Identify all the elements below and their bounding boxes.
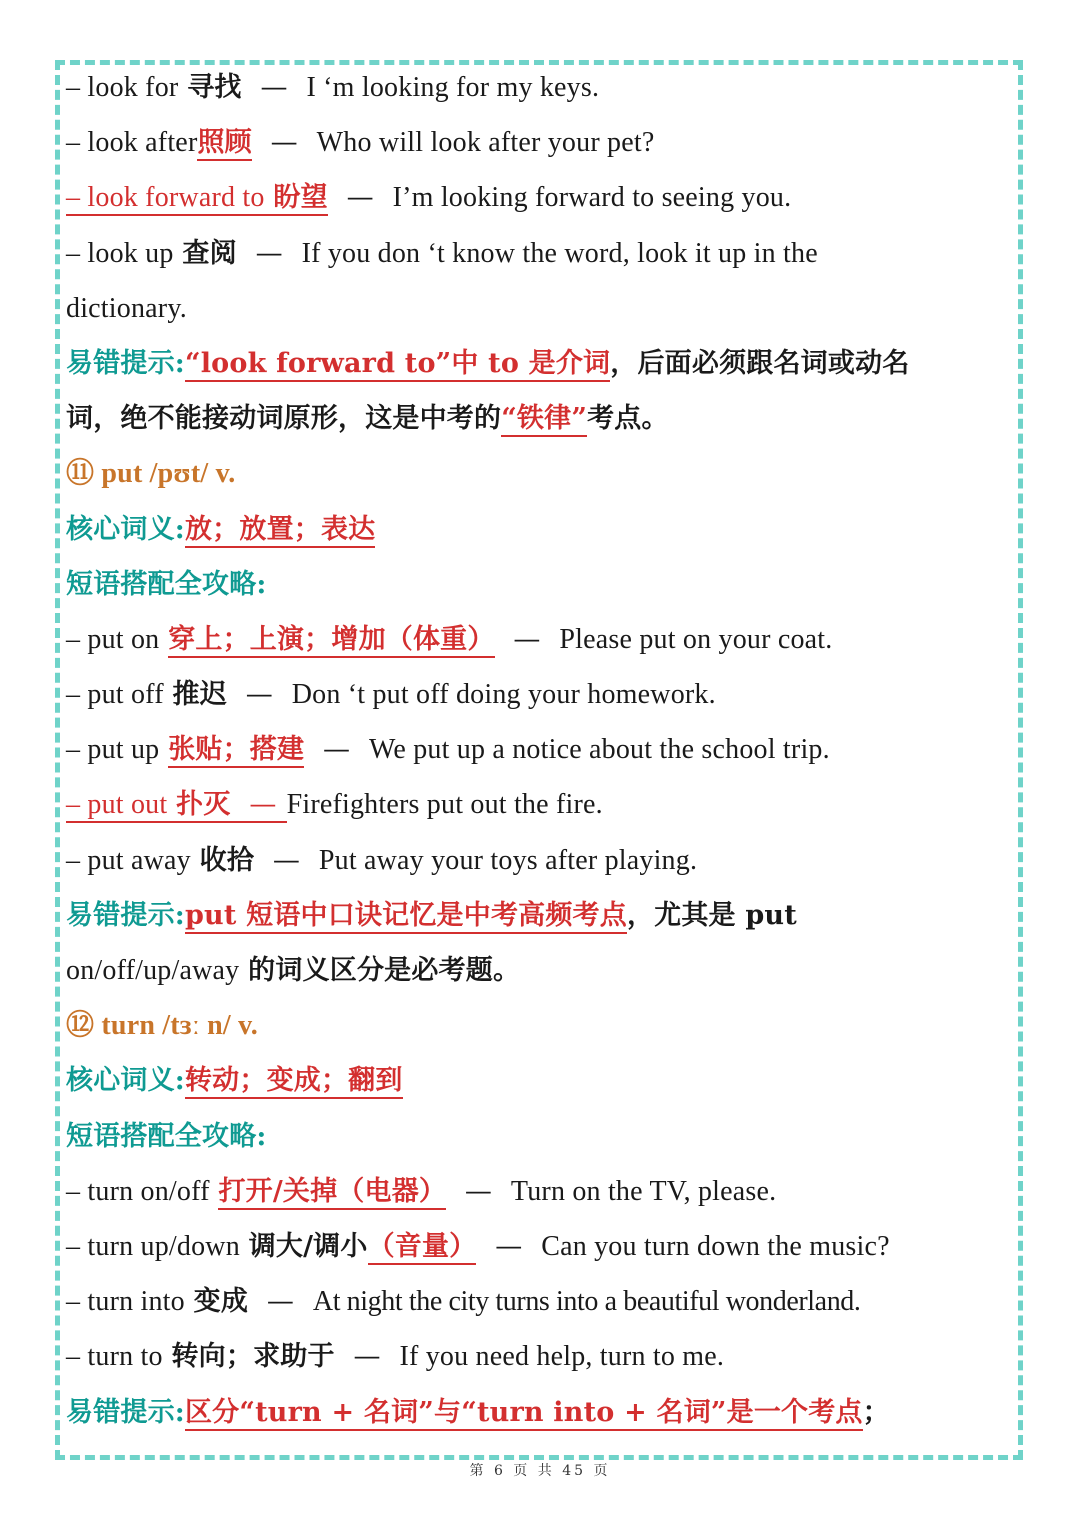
example: Don ‘t put off doing your homework. [291, 679, 716, 711]
dash: — [513, 623, 541, 655]
word-heading-turn [66, 998, 1026, 1053]
tip-text: ； [862, 1396, 890, 1428]
phrase: – put on [66, 623, 160, 655]
phrases-heading-put [66, 557, 1026, 612]
dash: — [464, 1175, 493, 1207]
example: Who will look after your pet? [316, 127, 655, 159]
core-meaning-put [66, 502, 1026, 557]
tip-label: 易错提示: [66, 347, 185, 379]
dash: — [260, 72, 288, 103]
meaning: 收拾 [199, 844, 255, 876]
meaning: 穿上；上演；增加（体重） [168, 624, 494, 658]
dash: — [353, 1341, 381, 1373]
phrase-line-turn-into [66, 1274, 1026, 1329]
tip-highlight: 区分“turn + 名词”与“turn into + 名词”是一个考点 [185, 1397, 863, 1431]
phrase-line-put-off [66, 667, 1026, 722]
meaning: 照顾 [197, 127, 251, 161]
dash: — [272, 844, 301, 876]
core-value: 放；放置；表达 [185, 514, 375, 548]
phrase-line-put-out [66, 777, 1026, 832]
phrase: – turn to [66, 1341, 163, 1373]
example: I ‘m looking for my keys. [306, 72, 600, 103]
tip-text: ，后面必须跟名词或动名 [610, 347, 910, 379]
tip-text: 词，绝不能接动词原形，这是中考的 [66, 403, 502, 435]
tip-line-2 [66, 888, 1026, 943]
core-value: 转动；变成；翻到 [185, 1065, 403, 1099]
core-label: 核心词义: [66, 1065, 185, 1097]
example: Turn on the TV, please. [510, 1175, 777, 1207]
meaning: 张贴；搭建 [168, 734, 304, 768]
meaning-highlight: （音量） [368, 1231, 477, 1265]
example: Firefighters put out the fire. [286, 789, 603, 821]
phrase: – put off [66, 679, 164, 711]
word-heading-put [66, 446, 1026, 501]
phrase: – look up [66, 237, 174, 269]
phrase-line-look-forward-to [66, 170, 1026, 225]
dash: — [245, 679, 273, 711]
phrase: – look for [66, 72, 179, 103]
dash: — [495, 1230, 523, 1262]
example: Please put on your coat. [559, 623, 833, 655]
tip-highlight: “铁律” [501, 403, 587, 437]
tip-line-3 [66, 1385, 1026, 1440]
meaning: 查阅 [182, 237, 237, 269]
phrase-line-look-after [66, 115, 1026, 170]
core-meaning-turn [66, 1053, 1026, 1108]
word-heading: ⑫ turn /tɜː n/ v. [66, 1010, 258, 1042]
phrase-line-turn-on-off [66, 1164, 1026, 1219]
dash: — [266, 1286, 295, 1318]
meaning: 转向；求助于 [171, 1341, 335, 1373]
meaning: 寻找 [187, 72, 242, 103]
tip-english: on/off/up/away [66, 955, 240, 986]
meaning: 扑灭 [176, 789, 231, 821]
phrase: – put out [66, 789, 168, 821]
phrase-line-look-for [66, 60, 1026, 115]
meaning: 变成 [193, 1286, 249, 1318]
phrase: – put up [66, 734, 160, 766]
tip-highlight: put 短语中口诀记忆是中考高频考点 [185, 900, 627, 934]
phrase-line-turn-to [66, 1329, 1026, 1384]
tip-label: 易错提示: [66, 899, 185, 931]
phrase: – turn on/off [66, 1175, 210, 1207]
tip-text: 的词义区分是必考题。 [248, 955, 521, 986]
example: I’m looking forward to seeing you. [392, 182, 792, 214]
phrase-line-put-away [66, 833, 1026, 888]
meaning: 盼望 [273, 182, 328, 214]
continuation-line [66, 281, 1026, 336]
dash: — [249, 789, 277, 821]
tip-label: 易错提示: [66, 1396, 185, 1428]
meaning: 推迟 [172, 679, 227, 711]
tip-line-1-cont [66, 391, 1026, 446]
phrases-heading-turn [66, 1109, 1026, 1164]
example: If you don ‘t know the word, look it up in the [301, 237, 818, 269]
tip-text: ，尤其是 put [626, 899, 797, 931]
phrase-line-put-on [66, 612, 1026, 667]
example: At night the city turns into a beautiful wonderland. [312, 1286, 861, 1318]
meaning: 打开/关掉（电器） [218, 1176, 446, 1210]
dash: — [346, 182, 374, 214]
page-number: 第 6 页 共 45 页 [469, 1463, 611, 1479]
dash: — [322, 734, 351, 766]
phrases-label: 短语搭配全攻略: [66, 1120, 267, 1152]
example-continued: dictionary. [66, 292, 187, 324]
phrase: – put away [66, 844, 191, 876]
word-heading: ⑪ put /pʊt/ v. [66, 458, 236, 490]
tip-line-2-cont [66, 943, 1026, 998]
page-content [66, 60, 1026, 1440]
example: Can you turn down the music? [541, 1230, 890, 1262]
phrase: – turn into [66, 1286, 185, 1318]
phrase-line-put-up [66, 722, 1026, 777]
phrase-line-look-up [66, 226, 1026, 281]
phrase: – look after [66, 127, 198, 159]
example: We put up a notice about the school trip. [368, 734, 830, 766]
example: If you need help, turn to me. [399, 1341, 725, 1373]
tip-text: 考点。 [587, 403, 669, 435]
phrase-line-turn-up-down [66, 1219, 1026, 1274]
dash: — [270, 127, 298, 159]
phrase: – look forward to [66, 182, 265, 214]
dash: — [255, 237, 283, 269]
tip-highlight: “look forward to”中 to 是介词 [185, 348, 610, 382]
tip-line-1 [66, 336, 1026, 391]
example: Put away your toys after playing. [318, 844, 698, 876]
phrases-label: 短语搭配全攻略: [66, 568, 267, 600]
meaning: 调大/调小 [248, 1230, 368, 1262]
core-label: 核心词义: [66, 513, 185, 545]
phrase: – turn up/down [66, 1230, 240, 1262]
